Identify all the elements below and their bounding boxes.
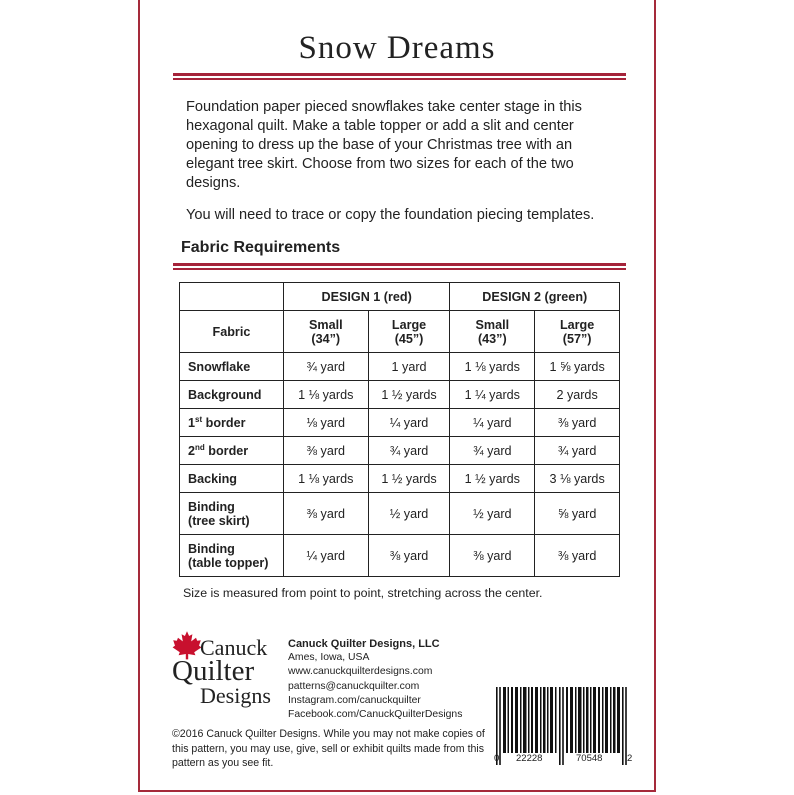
size-name: Large: [559, 317, 595, 332]
table-row: [180, 381, 620, 409]
design-2-header: DESIGN 2 (green): [450, 283, 620, 311]
size-name: Small: [308, 317, 343, 332]
barcode-digit-group-1: 22228: [516, 753, 543, 764]
row-label-suffix: st: [195, 414, 203, 424]
table-cell: 1 yard: [368, 353, 450, 381]
table-cell: 1 ⅝ yards: [535, 353, 620, 381]
table-cell: ⅜ yard: [535, 409, 620, 437]
website-link[interactable]: www.canuckquilterdesigns.com: [288, 666, 433, 678]
row-label-line1: Binding: [188, 541, 235, 556]
company-logo: [168, 627, 280, 709]
table-cell: 1 ⅛ yards: [283, 381, 368, 409]
row-label-rest: border: [204, 444, 249, 459]
barcode-digit-system: 0: [494, 753, 500, 764]
table-cell: ⅜ yard: [283, 437, 368, 465]
barcode-digit-group-2: 70548: [576, 753, 603, 764]
row-label: Background: [180, 381, 284, 409]
fabric-requirements-table: [179, 282, 620, 577]
table-cell: 1 ¼ yards: [450, 381, 535, 409]
size-header: [283, 311, 368, 353]
size-dim: (34”): [311, 331, 341, 346]
row-label-suffix: nd: [195, 442, 205, 452]
size-header: [368, 311, 450, 353]
table-cell: ¼ yard: [450, 409, 535, 437]
logo-line-1: Canuck: [200, 635, 268, 660]
size-name: Small: [475, 317, 510, 332]
table-cell: ⅜ yard: [368, 535, 450, 577]
section-rule-top: [173, 263, 626, 266]
row-label: Backing: [180, 465, 284, 493]
page-title: Snow Dreams: [298, 30, 496, 66]
section-rule-bottom: [173, 268, 626, 270]
company-location: Ames, Iowa, USA: [288, 652, 370, 664]
table-cell: 2 yards: [535, 381, 620, 409]
title-rule-bottom: [173, 78, 626, 80]
logo-line-3: Designs: [200, 683, 271, 708]
size-note: Size is measured from point to point, stretching across the center.: [183, 586, 543, 600]
table-size-row: [180, 311, 620, 353]
table-cell: ½ yard: [450, 493, 535, 535]
table-cell: ¼ yard: [368, 409, 450, 437]
table-cell: ⅛ yard: [283, 409, 368, 437]
table-row: [180, 409, 620, 437]
table-cell: 1 ½ yards: [368, 465, 450, 493]
size-dim: (45”): [394, 331, 424, 346]
size-name: Large: [391, 317, 427, 332]
row-label-number: 2: [188, 444, 196, 459]
table-cell: 1 ⅛ yards: [283, 465, 368, 493]
intro-paragraph-2: You will need to trace or copy the foundation piecing templates.: [186, 207, 595, 223]
row-label-line1: Binding: [188, 499, 235, 514]
email-link[interactable]: patterns@canuckquilter.com: [288, 680, 420, 692]
table-cell: 1 ⅛ yards: [450, 353, 535, 381]
table-cell: ⅜ yard: [283, 493, 368, 535]
table-row: [180, 353, 620, 381]
table-cell: ⅜ yard: [450, 535, 535, 577]
table-cell: ¾ yard: [450, 437, 535, 465]
table-row: [180, 493, 620, 535]
table-row: [180, 437, 620, 465]
size-dim: (57”): [562, 331, 592, 346]
size-dim: (43”): [477, 331, 507, 346]
row-label-number: 1: [188, 416, 196, 431]
table-cell: ¾ yard: [368, 437, 450, 465]
row-label-line2: (tree skirt): [188, 513, 250, 528]
fabric-header: Fabric: [180, 311, 284, 353]
table-cell: ⅜ yard: [535, 535, 620, 577]
size-header: [450, 311, 535, 353]
intro-text: [186, 98, 616, 238]
logo-line-2: Quilter: [172, 655, 255, 687]
table-cell: ½ yard: [368, 493, 450, 535]
company-name: Canuck Quilter Designs, LLC: [288, 638, 440, 650]
barcode-digit-check: 2: [627, 753, 633, 764]
table-row: [180, 535, 620, 577]
table-cell: ¾ yard: [283, 353, 368, 381]
size-header: [535, 311, 620, 353]
intro-paragraph-1: Foundation paper pieced snowflakes take center stage in this hexagonal quilt. Make a table topper or add a slit and center opening to dress up the base of your Christmas tree with an elegant tree skirt. Choose from two sizes for each of the two designs.: [186, 99, 582, 191]
table-row: [180, 465, 620, 493]
table-cell: ¾ yard: [535, 437, 620, 465]
table-cell: 1 ½ yards: [450, 465, 535, 493]
row-label: [180, 409, 284, 437]
table-header-row: [180, 283, 620, 311]
table-corner-cell: [180, 283, 284, 311]
table-cell: 1 ½ yards: [368, 381, 450, 409]
row-label: Snowflake: [180, 353, 284, 381]
row-label: [180, 437, 284, 465]
title-rule-top: [173, 73, 626, 76]
table-cell: 3 ⅛ yards: [535, 465, 620, 493]
facebook-link[interactable]: Facebook.com/CanuckQuilterDesigns: [288, 709, 463, 721]
contact-info: [288, 637, 462, 722]
design-1-header: DESIGN 1 (red): [283, 283, 450, 311]
section-title: Fabric Requirements: [181, 239, 341, 256]
copyright-notice: ©2016 Canuck Quilter Designs. While you may not make copies of this pattern, you may use, give, sell or exhibit quilts made from this pattern as you see fit.: [172, 728, 485, 769]
row-label-rest: border: [202, 416, 246, 431]
row-label: [180, 493, 284, 535]
table-cell: ¼ yard: [283, 535, 368, 577]
row-label: [180, 535, 284, 577]
row-label-line2: (table topper): [188, 555, 269, 570]
table-cell: ⅝ yard: [535, 493, 620, 535]
instagram-link[interactable]: Instagram.com/canuckquilter: [288, 694, 421, 706]
